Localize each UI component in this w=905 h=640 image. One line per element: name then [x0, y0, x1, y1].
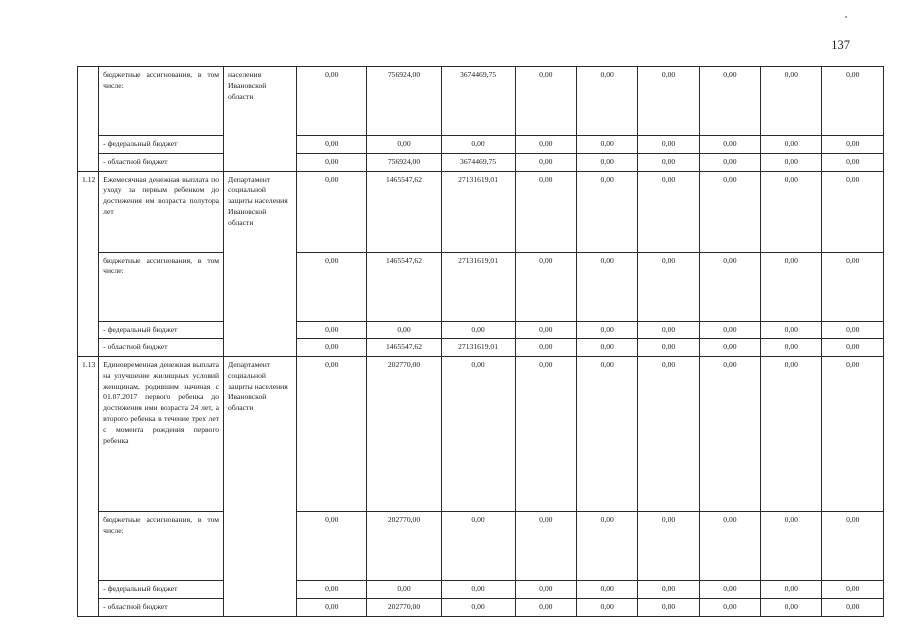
table-row: [78, 339, 884, 357]
row-value: 202770,00: [367, 512, 441, 581]
row-value: 0,00: [297, 321, 367, 339]
row-value: 0,00: [515, 357, 576, 512]
row-value: 0,00: [822, 598, 884, 616]
table-row: [78, 67, 884, 136]
row-value: 3674469,75: [441, 67, 515, 136]
row-value: 0,00: [576, 252, 637, 321]
row-value: 0,00: [638, 357, 699, 512]
row-value: 0,00: [515, 339, 576, 357]
row-value: 0,00: [297, 136, 367, 154]
row-value: 0,00: [638, 153, 699, 171]
row-value: 0,00: [576, 512, 637, 581]
row-value: 0,00: [441, 357, 515, 512]
row-index: 1.13: [78, 357, 99, 617]
row-value: 0,00: [822, 67, 884, 136]
row-value: 0,00: [367, 581, 441, 599]
row-name: - федеральный бюджет: [99, 581, 224, 599]
row-value: 0,00: [576, 581, 637, 599]
row-value: 0,00: [638, 321, 699, 339]
row-value: 27131619,01: [441, 171, 515, 252]
row-name: - областной бюджет: [99, 339, 224, 357]
table-row: [78, 171, 884, 252]
row-value: 0,00: [576, 67, 637, 136]
row-value: 0,00: [441, 581, 515, 599]
row-value: 0,00: [297, 67, 367, 136]
row-value: 0,00: [515, 321, 576, 339]
table-row: [78, 598, 884, 616]
row-value: 0,00: [699, 136, 760, 154]
scan-artifact-dot: [845, 16, 847, 18]
row-value: 0,00: [515, 598, 576, 616]
row-value: 0,00: [515, 581, 576, 599]
row-value: 0,00: [699, 357, 760, 512]
page-number: 137: [831, 38, 850, 52]
table-row: [78, 581, 884, 599]
row-name: Единовременная денежная выплата на улучшение жилищных условий женщинам, родившим начиная с 01.07.2017 первого ребенка до достижения ими возраста 24 лет, а второго ребенка в течение трех лет с момента рождения первого ребенка: [99, 357, 224, 512]
row-organization: населения Ивановской области: [224, 67, 297, 172]
row-value: 0,00: [761, 357, 822, 512]
row-value: 0,00: [699, 512, 760, 581]
row-value: 0,00: [822, 512, 884, 581]
row-name: Ежемесячная денежная выплата по уходу за первым ребенком до достижения им возраста полутора лет: [99, 171, 224, 252]
row-value: 0,00: [515, 512, 576, 581]
row-name: - федеральный бюджет: [99, 321, 224, 339]
table-row: [78, 512, 884, 581]
row-name: - областной бюджет: [99, 153, 224, 171]
row-value: 756924,00: [367, 153, 441, 171]
row-value: 202770,00: [367, 357, 441, 512]
row-value: 0,00: [367, 321, 441, 339]
row-value: 0,00: [441, 136, 515, 154]
row-value: 27131619,01: [441, 339, 515, 357]
row-value: 0,00: [576, 357, 637, 512]
row-value: 0,00: [367, 136, 441, 154]
budget-table-container: [77, 66, 884, 617]
row-value: 0,00: [297, 598, 367, 616]
row-value: 0,00: [515, 136, 576, 154]
table-row: [78, 252, 884, 321]
row-value: 0,00: [576, 598, 637, 616]
row-value: 0,00: [638, 252, 699, 321]
row-value: 0,00: [297, 171, 367, 252]
row-value: 0,00: [761, 67, 822, 136]
row-value: 0,00: [761, 512, 822, 581]
row-name: - областной бюджет: [99, 598, 224, 616]
budget-table: [77, 66, 884, 617]
row-value: 0,00: [576, 321, 637, 339]
row-value: 0,00: [822, 357, 884, 512]
row-value: 1465547,62: [367, 252, 441, 321]
row-value: 0,00: [297, 339, 367, 357]
row-value: 0,00: [441, 598, 515, 616]
row-value: 0,00: [699, 171, 760, 252]
row-value: 0,00: [699, 153, 760, 171]
row-value: 0,00: [441, 321, 515, 339]
table-row: [78, 357, 884, 512]
row-value: 0,00: [297, 512, 367, 581]
row-value: 1465547,62: [367, 339, 441, 357]
row-name: бюджетные ассигнования, в том числе:: [99, 252, 224, 321]
row-value: 0,00: [638, 339, 699, 357]
row-value: 0,00: [761, 252, 822, 321]
row-value: 0,00: [822, 136, 884, 154]
row-value: 0,00: [761, 598, 822, 616]
table-row: [78, 136, 884, 154]
row-value: 0,00: [515, 171, 576, 252]
row-value: 0,00: [297, 357, 367, 512]
row-value: 0,00: [441, 512, 515, 581]
row-value: 0,00: [699, 339, 760, 357]
row-name: бюджетные ассигнования, в том числе:: [99, 67, 224, 136]
table-row: [78, 153, 884, 171]
row-value: 0,00: [638, 581, 699, 599]
row-value: 0,00: [699, 321, 760, 339]
row-value: 0,00: [638, 67, 699, 136]
row-value: 0,00: [297, 581, 367, 599]
row-value: 0,00: [576, 153, 637, 171]
row-value: 0,00: [638, 171, 699, 252]
row-value: 0,00: [699, 581, 760, 599]
row-value: 0,00: [822, 581, 884, 599]
row-name: бюджетные ассигнования, в том числе:: [99, 512, 224, 581]
row-index: 1.12: [78, 171, 99, 357]
row-value: 0,00: [822, 339, 884, 357]
row-value: 0,00: [761, 153, 822, 171]
row-name: - федеральный бюджет: [99, 136, 224, 154]
row-value: 0,00: [515, 252, 576, 321]
table-row: [78, 321, 884, 339]
row-value: 0,00: [638, 512, 699, 581]
row-value: 3674469,75: [441, 153, 515, 171]
row-organization: Департамент социальной защиты населения Ивановской области: [224, 357, 297, 617]
row-index: [78, 67, 99, 172]
row-value: 0,00: [297, 252, 367, 321]
row-value: 0,00: [576, 171, 637, 252]
row-value: 0,00: [638, 136, 699, 154]
row-value: 756924,00: [367, 67, 441, 136]
row-value: 0,00: [699, 252, 760, 321]
row-value: 0,00: [822, 171, 884, 252]
row-value: 1465547,62: [367, 171, 441, 252]
row-value: 0,00: [297, 153, 367, 171]
row-value: 0,00: [822, 153, 884, 171]
row-value: 0,00: [761, 581, 822, 599]
row-value: 0,00: [761, 321, 822, 339]
row-value: 0,00: [822, 321, 884, 339]
row-value: 0,00: [822, 252, 884, 321]
row-value: 0,00: [576, 136, 637, 154]
row-value: 0,00: [761, 136, 822, 154]
row-value: 0,00: [515, 67, 576, 136]
row-value: 0,00: [761, 171, 822, 252]
row-value: 202770,00: [367, 598, 441, 616]
row-value: 0,00: [761, 339, 822, 357]
row-value: 0,00: [576, 339, 637, 357]
row-value: 27131619,01: [441, 252, 515, 321]
row-organization: Департамент социальной защиты населения Ивановской области: [224, 171, 297, 357]
row-value: 0,00: [699, 598, 760, 616]
row-value: 0,00: [515, 153, 576, 171]
row-value: 0,00: [638, 598, 699, 616]
row-value: 0,00: [699, 67, 760, 136]
